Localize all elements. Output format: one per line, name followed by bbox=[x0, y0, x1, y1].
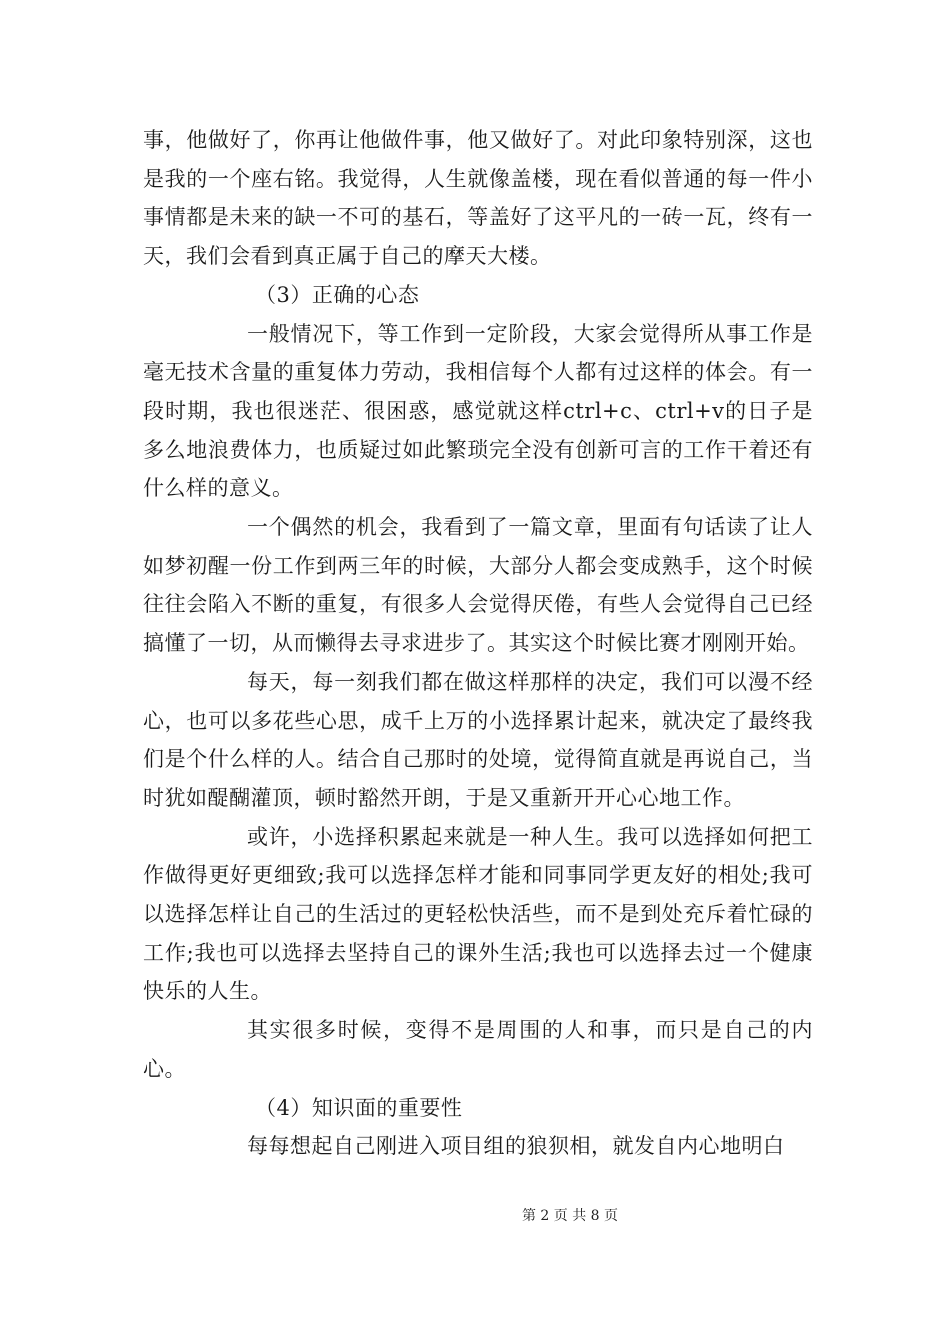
paragraph: 或许，小选择积累起来就是一种人生。我可以选择如何把工作做得更好更细致;我可以选择怎样才能和同事同学更友好的相处;我可以选择怎样让自己的生活过的更轻松快活些，而不是到处充斥着忙碌的工作;我也可以选择去坚持自己的课外生活;我也可以选择去过一个健康快乐的人生。 bbox=[143, 824, 813, 1004]
page-number: 第 2 页 共 8 页 bbox=[521, 1208, 619, 1224]
paragraph-continuation: 事，他做好了，你再让他做件事，他又做好了。对此印象特别深，这也是我的一个座右铭。我觉得，人生就像盖楼，现在看似普通的每一件小事情都是未来的缺一不可的基石，等盖好了这平凡的一砖一瓦，终有一天，我们会看到真正属于自己的摩天大楼。 bbox=[143, 128, 813, 269]
paragraph: 每天，每一刻我们都在做这样那样的决定，我们可以漫不经心，也可以多花些心思，成千上万的小选择累计起来，就决定了最终我们是个什么样的人。结合自己那时的处境，觉得简直就是再说自己，当时犹如醍醐灌顶，顿时豁然开朗，于是又重新开开心心地工作。 bbox=[143, 669, 813, 810]
document-body bbox=[143, 121, 813, 1166]
section-heading-4: （4）知识面的重要性 bbox=[255, 1095, 463, 1120]
paragraph: 一个偶然的机会，我看到了一篇文章，里面有句话读了让人如梦初醒一份工作到两三年的时候，大部分人都会变成熟手，这个时候往往会陷入不断的重复，有很多人会觉得厌倦，有些人会觉得自己已经搞懂了一切，从而懒得去寻求进步了。其实这个时候比赛才刚刚开始。 bbox=[143, 515, 813, 656]
paragraph: 其实很多时候，变得不是周围的人和事，而只是自己的内心。 bbox=[143, 1018, 813, 1081]
page-footer bbox=[0, 1205, 950, 1225]
section-heading-3: （3）正确的心态 bbox=[255, 282, 420, 307]
paragraph: 一般情况下，等工作到一定阶段，大家会觉得所从事工作是毫无技术含量的重复体力劳动，我相信每个人都有过这样的体会。有一段时期，我也很迷茫、很困惑，感觉就这样ctrl+c、ctrl+v的日子是多么地浪费体力，也质疑过如此繁琐完全没有创新可言的工作干着还有什么样的意义。 bbox=[143, 321, 813, 501]
paragraph: 每每想起自己刚进入项目组的狼狈相，就发自内心地明白 bbox=[247, 1134, 785, 1159]
